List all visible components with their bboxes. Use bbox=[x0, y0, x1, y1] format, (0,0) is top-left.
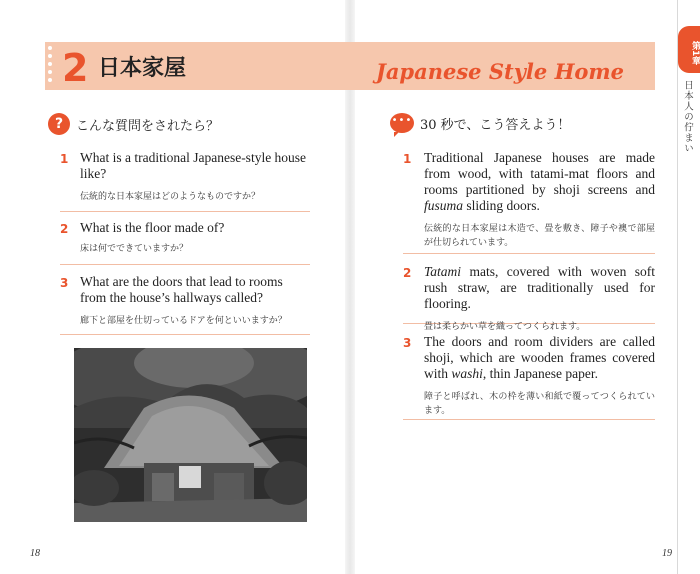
answer-english: The doors and room dividers are called shoji, which are wooden frames covered with washi, thin Japanese paper. bbox=[424, 334, 655, 381]
answer-japanese: 障子と呼ばれ、木の枠を薄い和紙で覆ってつくられています。 bbox=[424, 392, 655, 416]
chapter-number: 2 bbox=[62, 46, 89, 90]
teahouse-photo bbox=[74, 348, 307, 522]
page-number-left: 18 bbox=[30, 548, 40, 559]
question-number: 1 bbox=[60, 152, 69, 166]
question-english: What are the doors that lead to rooms from the house’s hallways called? bbox=[80, 274, 283, 305]
left-section-header bbox=[48, 113, 219, 135]
answer-number: 3 bbox=[403, 336, 412, 350]
answer-english: Tatami mats, covered with woven soft rush straw, are traditionally used for flooring. bbox=[424, 264, 655, 311]
teahouse-illustration bbox=[74, 348, 307, 522]
chapter-side-tab[interactable]: 第1章 bbox=[678, 26, 700, 73]
right-section-label: 30 秒で、こう答えよう！ bbox=[420, 117, 571, 133]
answer-english: Traditional Japanese houses are made from wood, with tatami-mat floors and rooms partitioned by shoji screens and fusuma sliding doors. bbox=[424, 150, 655, 213]
question-english: What is a traditional Japanese-style house like? bbox=[80, 150, 307, 181]
banner-dots bbox=[48, 46, 54, 86]
answer-item bbox=[403, 150, 655, 254]
answer-number: 1 bbox=[403, 152, 412, 166]
page-number-right: 19 bbox=[662, 548, 672, 559]
answer-item bbox=[403, 254, 655, 332]
answer-list bbox=[403, 150, 655, 420]
question-japanese: 伝統的な日本家屋はどのようなものですか？ bbox=[80, 192, 261, 202]
question-japanese: 床は何でできていますか？ bbox=[80, 244, 189, 254]
question-item bbox=[60, 150, 310, 212]
question-english: What is the floor made of? bbox=[80, 220, 225, 235]
chapter-side-name: 日本人の佇まい bbox=[682, 80, 693, 154]
question-japanese: 廊下と部屋を仕切っているドアを何といいますか？ bbox=[80, 316, 287, 326]
question-item bbox=[60, 265, 310, 335]
question-list bbox=[60, 150, 310, 335]
chapter-english-title: Japanese Style Home bbox=[375, 59, 624, 84]
answer-item bbox=[403, 324, 655, 420]
answer-number: 2 bbox=[403, 266, 412, 280]
question-number: 3 bbox=[60, 276, 69, 290]
side-divider bbox=[677, 0, 678, 574]
answer-japanese: 畳は柔らかい草を織ってつくられます。 bbox=[424, 322, 586, 332]
right-section-header bbox=[390, 113, 570, 133]
left-section-label: こんな質問をされたら？ bbox=[76, 118, 220, 134]
question-item bbox=[60, 212, 310, 265]
chapter-title: 日本家屋 bbox=[98, 56, 187, 81]
speech-bubble-icon: ••• bbox=[390, 113, 414, 133]
question-mark-icon: ? bbox=[48, 113, 70, 135]
question-number: 2 bbox=[60, 222, 69, 236]
answer-japanese: 伝統的な日本家屋は木造で、畳を敷き、障子や襖で部屋が仕切られています。 bbox=[424, 224, 655, 248]
